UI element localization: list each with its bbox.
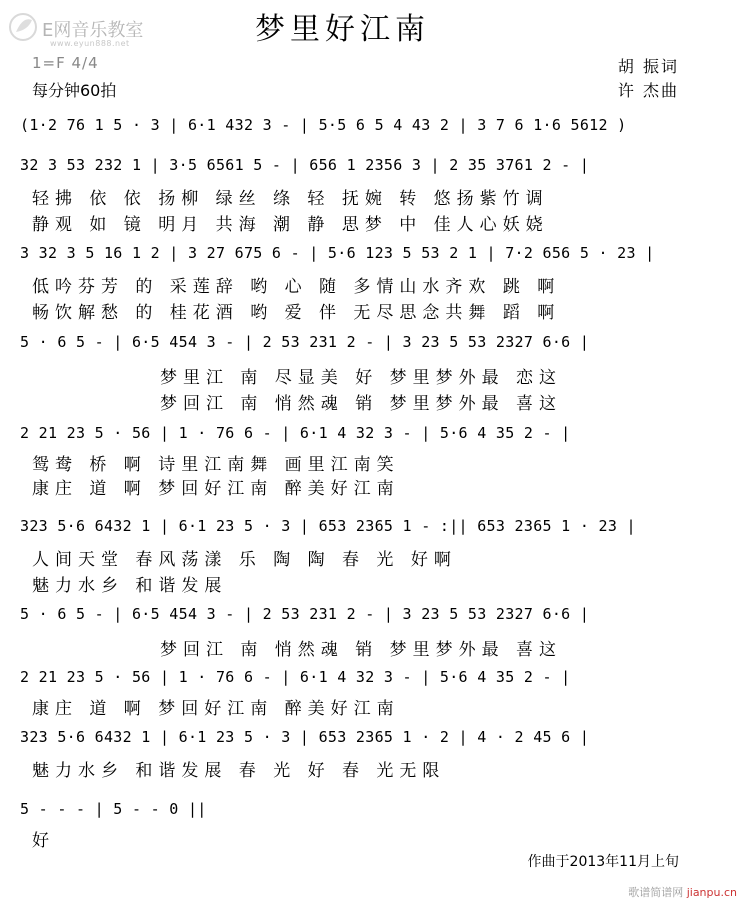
composer-credit: 许 杰曲 xyxy=(617,81,679,100)
lyric-line: 低吟芬芳 的 采莲辞 哟 心 随 多情山水齐欢 跳 啊 xyxy=(32,277,561,297)
score-row: 2 21 23 5 · 56 | 1 · 76 6 - | 6·1 4 32 3 - | 5·6 4 35 2 - | xyxy=(20,668,571,686)
lyric-line: 梦回江 南 悄然魂 销 梦里梦外最 喜这 xyxy=(160,394,563,414)
lyric-line: 康庄 道 啊 梦回好江南 醉美好江南 xyxy=(32,699,400,719)
lyric-line: 鸳鸯 桥 啊 诗里江南舞 画里江南笑 xyxy=(32,455,400,475)
watermark xyxy=(628,884,737,900)
lyric-line: 魅力水乡 和谐发展 春 光 好 春 光无限 xyxy=(32,761,446,781)
score-row: 3 32 3 5 16 1 2 | 3 27 675 6 - | 5·6 123 5 53 2 1 | 7·2 656 5 · 23 | xyxy=(20,244,655,262)
score-row: 2 21 23 5 · 56 | 1 · 76 6 - | 6·1 4 32 3 - | 5·6 4 35 2 - | xyxy=(20,424,571,442)
lyric-line: 畅饮解愁 的 桂花酒 哟 爱 伴 无尽思念共舞 蹈 啊 xyxy=(32,303,561,323)
lyric-line: 梦里江 南 尽显美 好 梦里梦外最 恋这 xyxy=(160,368,563,388)
lyric-line: 静观 如 镜 明月 共海 潮 静 思梦 中 佳人心妖娆 xyxy=(32,215,549,235)
song-title: 梦里好江南 xyxy=(255,12,430,47)
logo-url: www.eyun888.net xyxy=(50,39,130,48)
score-row: 5 - - - | 5 - - 0 || xyxy=(20,800,207,818)
key-signature: 1=F 4/4 xyxy=(32,54,99,72)
lyric-line: 梦回江 南 悄然魂 销 梦里梦外最 喜这 xyxy=(160,640,563,660)
lyric-line: 康庄 道 啊 梦回好江南 醉美好江南 xyxy=(32,479,400,499)
site-logo xyxy=(6,8,166,48)
logo-text: E网音乐教室 xyxy=(42,20,144,41)
composition-date-note: 作曲于2013年11月上旬 xyxy=(527,854,679,870)
score-row: (1·2 76 1 5 · 3 | 6·1 432 3 - | 5·5 6 5 4 43 2 | 3 7 6 1·6 5612 ) xyxy=(20,116,627,134)
logo-leaf-icon xyxy=(8,12,38,42)
watermark-site: 歌谱简谱网 xyxy=(628,886,684,899)
lyric-line: 魅力水乡 和谐发展 xyxy=(32,576,228,596)
lyric-line: 人间天堂 春风荡漾 乐 陶 陶 春 光 好啊 xyxy=(32,550,457,570)
score-row: 32 3 53 232 1 | 3·5 6561 5 - | 656 1 2356 3 | 2 35 3761 2 - | xyxy=(20,156,590,174)
lyricist-credit: 胡 振词 xyxy=(617,57,679,76)
score-row: 323 5·6 6432 1 | 6·1 23 5 · 3 | 653 2365 1 - :|| 653 2365 1 · 23 | xyxy=(20,517,636,535)
tempo-marking: 每分钟60拍 xyxy=(32,81,117,100)
score-row: 323 5·6 6432 1 | 6·1 23 5 · 3 | 653 2365 1 · 2 | 4 · 2 45 6 | xyxy=(20,728,590,746)
watermark-url: jianpu.cn xyxy=(686,886,737,899)
score-row: 5 · 6 5 - | 6·5 454 3 - | 2 53 231 2 - | 3 23 5 53 2327 6·6 | xyxy=(20,605,590,623)
lyric-line: 好 xyxy=(32,831,55,851)
score-row: 5 · 6 5 - | 6·5 454 3 - | 2 53 231 2 - | 3 23 5 53 2327 6·6 | xyxy=(20,333,590,351)
lyric-line: 轻拂 依 依 扬柳 绿丝 绦 轻 抚婉 转 悠扬紫竹调 xyxy=(32,189,549,209)
